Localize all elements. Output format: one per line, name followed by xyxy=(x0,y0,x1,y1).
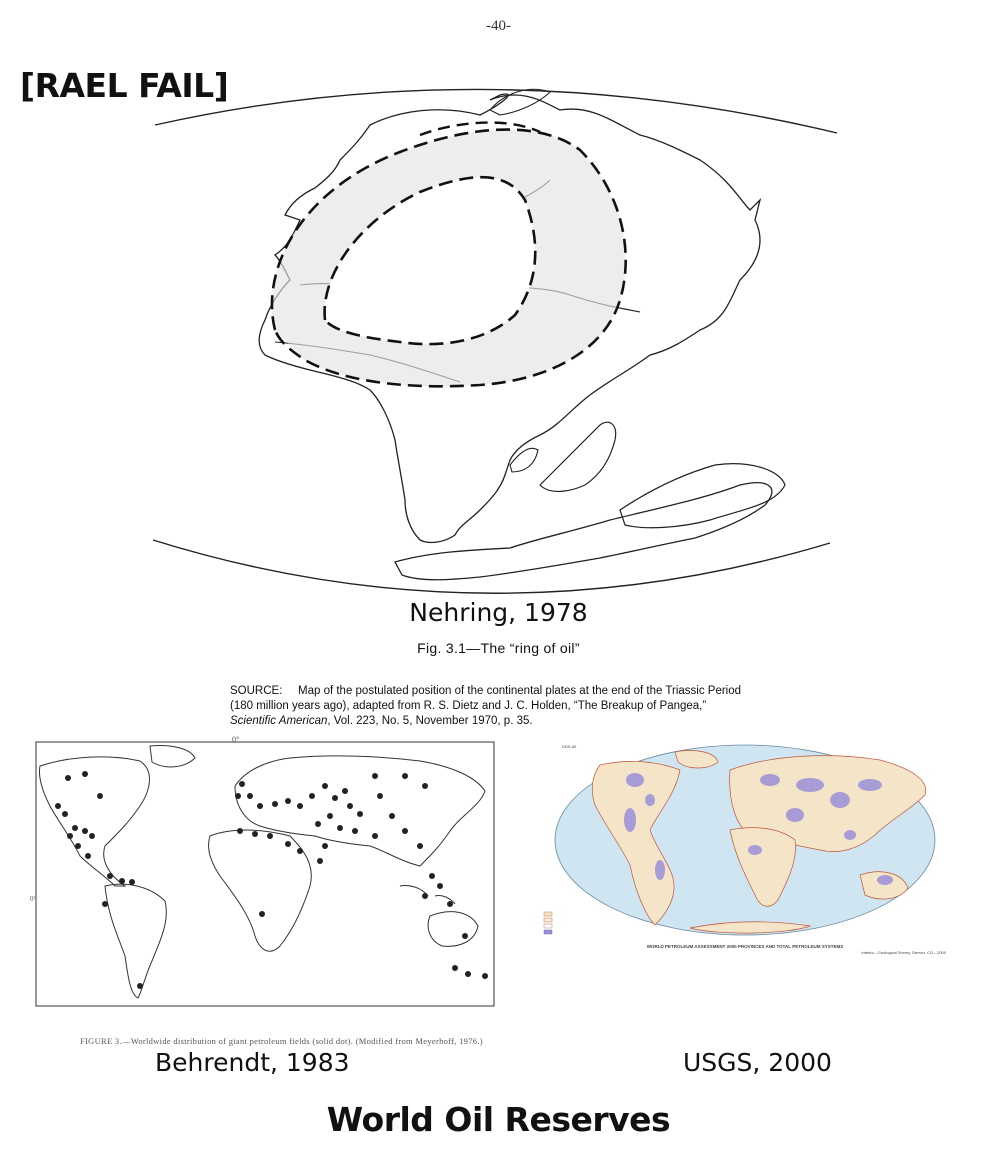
usgs-map-id: DDS-60 xyxy=(562,744,577,749)
source-text-1: Map of the postulated position of the continental plates at the end of the Triassic Period xyxy=(298,685,742,697)
usgs-map-title: WORLD PETROLEUM ASSESSMENT 2000 PROVINCES AND TOTAL PETROLEUM SYSTEMS xyxy=(646,944,844,949)
ring-of-oil-caption: Fig. 3.1—The “ring of oil” xyxy=(417,640,580,656)
source-text-3: , Vol. 223, No. 5, November 1970, p. 35. xyxy=(327,715,533,727)
source-line-1 xyxy=(230,684,770,699)
source-label: SOURCE: xyxy=(230,685,283,697)
giant-fields-map xyxy=(30,736,500,1036)
page-number: -40- xyxy=(486,18,511,34)
source-block xyxy=(230,684,770,729)
meridian-label: 0° xyxy=(232,736,240,744)
behrendt-figure-caption: FIGURE 3.—Worldwide distribution of giant petroleum fields (solid dot). (Modified from Meyerhoff, 1976.) xyxy=(80,1036,483,1046)
source-journal: Scientific American xyxy=(230,715,328,727)
source-line-2: (180 million years ago), adapted from R. S. Dietz and J. C. Holden, “The Breakup of Pangea,” xyxy=(230,700,707,712)
nehring-author-label: Nehring, 1978 xyxy=(409,598,588,627)
equator-label: 0° xyxy=(30,895,37,903)
usgs-author-label: USGS, 2000 xyxy=(683,1048,832,1077)
behrendt-author-label: Behrendt, 1983 xyxy=(155,1048,350,1077)
usgs-provinces-map xyxy=(540,740,950,960)
rael-fail-stamp: [RAEL FAIL] xyxy=(20,66,229,105)
headline: World Oil Reserves xyxy=(326,1100,671,1139)
pangea-ring-map xyxy=(140,80,840,600)
usgs-footer: Interior—Geological Survey, Denver, CO—2000 xyxy=(861,950,946,955)
source-line-3 xyxy=(230,714,770,729)
